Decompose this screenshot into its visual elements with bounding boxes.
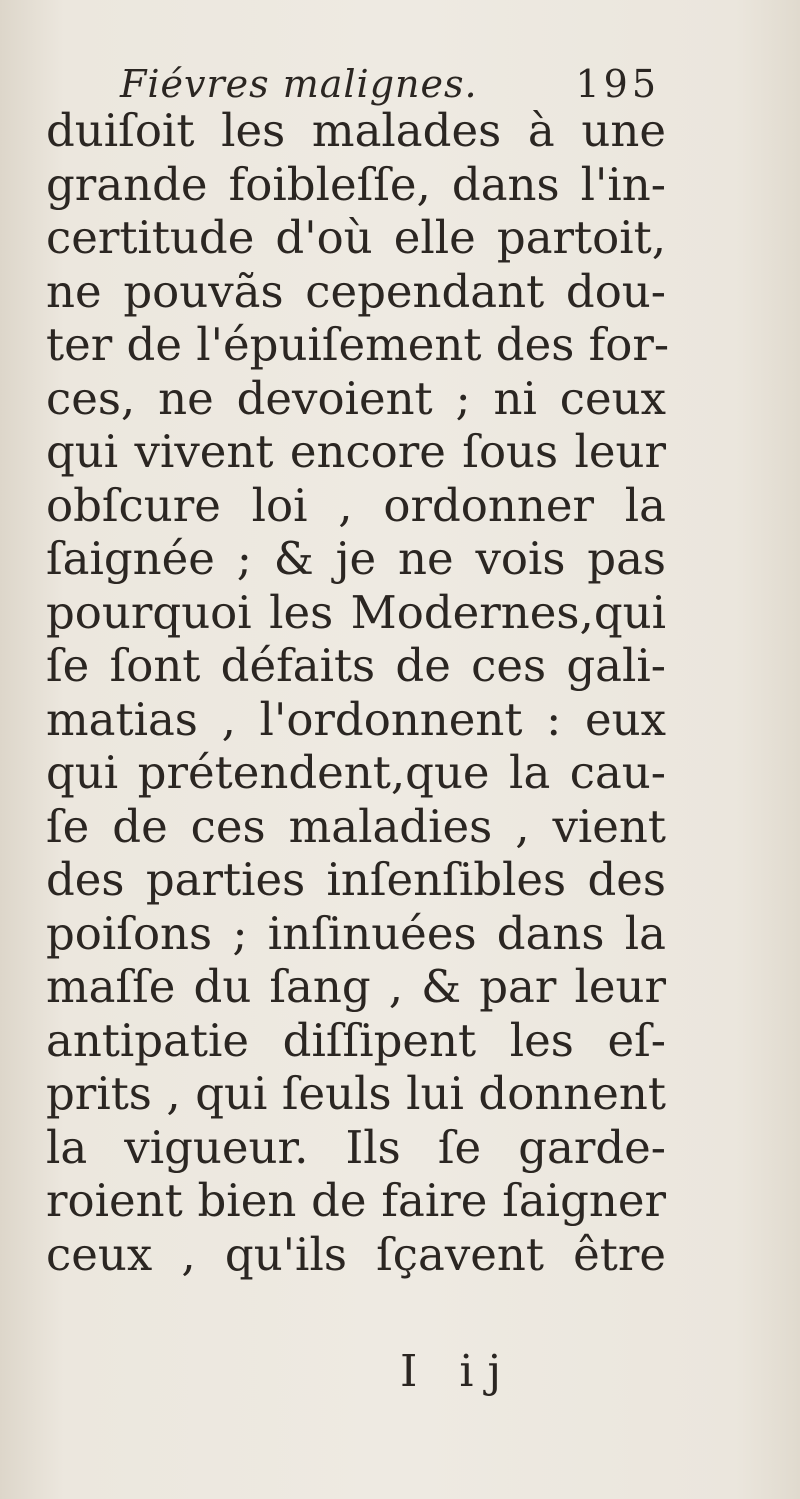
text-line: des parties inſenſibles des: [46, 853, 666, 906]
text-line: matias , l'ordonnent : eux: [46, 692, 666, 746]
text-line: antipatie diſſipent les eſ-: [46, 1013, 666, 1067]
text-line: ſe de ces maladies , vient: [46, 799, 666, 853]
text-line: ceux , qu'ils ſçavent être: [46, 1227, 666, 1281]
text-line: ter de l'épuiſement des for-: [46, 318, 670, 371]
text-line: roient bien de faire ſaigner: [46, 1174, 666, 1227]
text-line: ces, ne devoient ; ni ceux: [46, 371, 666, 425]
text-line: ne pouvãs cependant dou-: [46, 264, 666, 318]
text-line: ſaignée ; & je ne vois pas: [46, 532, 666, 585]
text-line: prits , qui ſeuls lui donnent: [46, 1067, 666, 1120]
text-line: qui prétendent,que la cau-: [46, 746, 666, 799]
text-line: certitude d'où elle partoit,: [46, 211, 666, 264]
running-title: Fiévres malignes.: [120, 62, 478, 106]
text-line: qui vivent encore ſous leur: [46, 425, 666, 478]
signature-mark: I ij: [400, 1346, 516, 1397]
text-line: obſcure loi , ordonner la: [46, 478, 666, 532]
text-line: poiſons ; inſinuées dans la: [46, 906, 666, 960]
text-line: grande foibleſſe, dans l'in-: [46, 157, 666, 211]
text-line: pourquoi les Modernes,qui: [46, 585, 666, 639]
text-line: ſe ſont défaits de ces gali-: [46, 639, 666, 692]
page-number: 195: [575, 62, 660, 106]
text-line: maſſe du ſang , & par leur: [46, 960, 666, 1013]
text-line: duiſoit les malades à une: [46, 104, 666, 157]
body-text: [46, 104, 670, 1281]
text-line: la vigueur. Ils ſe garde-: [46, 1120, 666, 1174]
